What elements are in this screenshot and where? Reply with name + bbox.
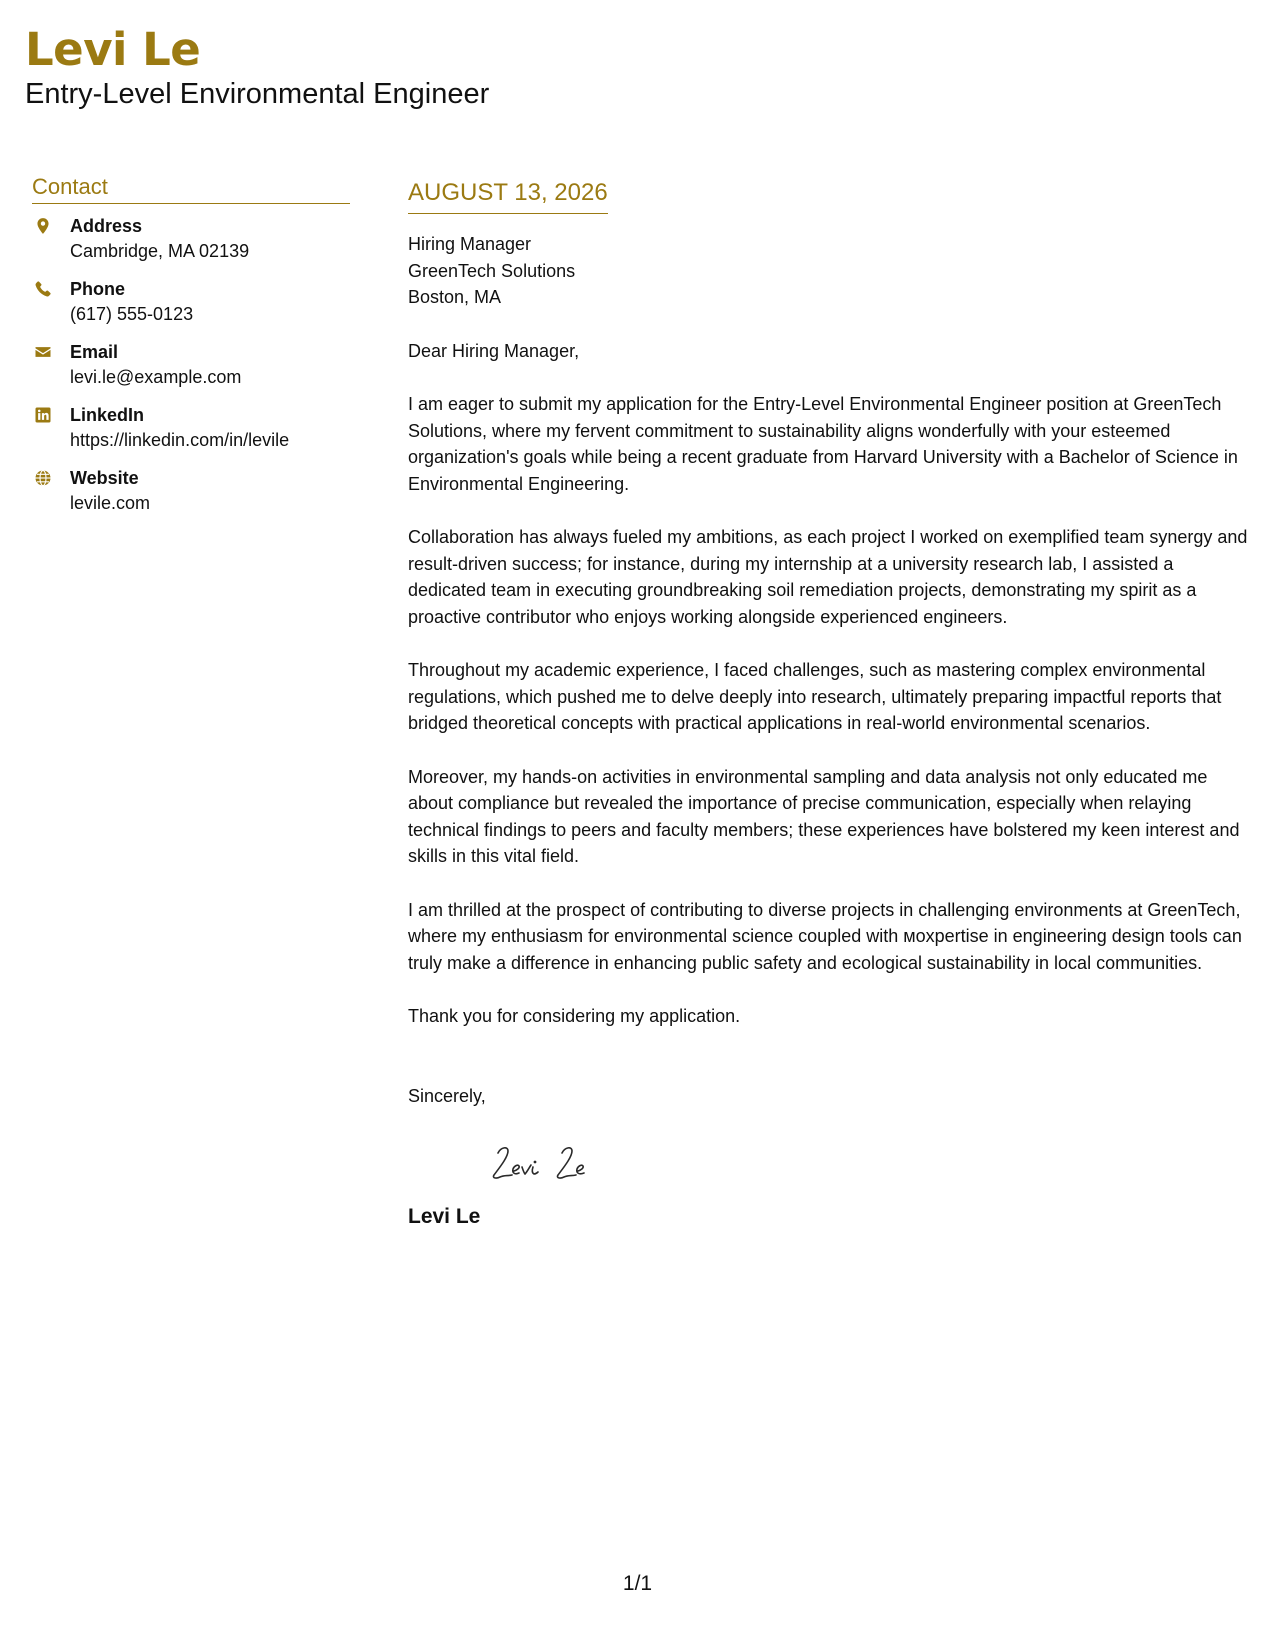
contact-label: LinkedIn [70,405,145,425]
contact-label: Address [70,216,143,236]
globe-icon [34,469,52,487]
applicant-title: Entry-Level Environmental Engineer [25,78,490,110]
contact-heading: Contact [32,172,350,204]
contact-list [32,214,350,517]
linkedin-icon [34,406,52,424]
paragraph: I am eager to submit my application for the Entry-Level Environmental Engineer position at GreenTech Solutions, where my fervent commitment to sustainability aligns wonderfully with your esteemed organization's goals while being a recent graduate from Harvard University with a Bachelor of Science in Environmental Engineering. [408,394,1238,494]
envelope-icon [34,343,52,361]
contact-item-email [32,340,350,391]
contact-label: Email [70,342,119,362]
contact-sidebar [32,172,350,529]
recipient-block [408,231,1253,311]
contact-item-phone [32,277,350,328]
contact-value: Cambridge, MA 02139 [70,241,250,261]
paragraph: I am thrilled at the prospect of contributing to diverse projects in challenging environments at GreenTech, where my enthusiasm for environmental science coupled with мoxpertise in engineering design tools can truly make a difference in enhancing public safety and ecological sustainability in local communities. [408,899,1242,973]
salutation: Dear Hiring Manager, [408,340,580,361]
letter-date: AUGUST 13, 2026 [408,178,608,214]
signer-name: Levi Le [408,1205,481,1228]
map-pin-icon [34,217,52,235]
contact-item-address [32,214,350,265]
closing: Sincerely, [408,1085,486,1106]
paragraph: Throughout my academic experience, I faced challenges, such as mastering complex environmental regulations, which pushed me to delve deeply into research, ultimately preparing impactful reports that bridged theoretical concepts with practical applications in real-world environmental scenarios. [408,660,1222,733]
letter-body [408,178,1253,1231]
contact-value: (617) 555-0123 [70,304,194,324]
letter-header [25,22,489,112]
paragraph: Collaboration has always fueled my ambitions, as each project I worked on exemplified team synergy and result-driven success; for instance, during my internship at a university research lab, I assisted a dedicated team in executing groundbreaking soil remediation projects, demonstrating my spirit as a proactive contributor who enjoys working alongside experienced engineers. [408,527,1248,627]
recipient-line: Boston, MA [408,287,502,307]
handwritten-signature [480,1131,600,1191]
contact-label: Website [70,468,139,488]
contact-label: Phone [70,279,126,299]
recipient-line: GreenTech Solutions [408,260,576,281]
contact-value[interactable]: https://linkedin.com/in/levile [70,430,290,450]
contact-value[interactable]: levile.com [70,493,151,513]
phone-icon [34,280,52,298]
contact-item-website [32,466,350,517]
contact-item-linkedin [32,403,350,454]
page-number: 1/1 [622,1572,653,1595]
contact-value[interactable]: levi.le@example.com [70,367,242,387]
paragraph: Moreover, my hands-on activities in environmental sampling and data analysis not only educated me about compliance but revealed the importance of precise communication, especially when relaying technical findings to peers and faculty members; these experiences have bolstered my keen interest and skills in this vital field. [408,766,1240,866]
applicant-name: Levi Le [25,23,201,76]
recipient-line: Hiring Manager [408,234,532,254]
paragraph: Thank you for considering my application. [408,1006,741,1026]
